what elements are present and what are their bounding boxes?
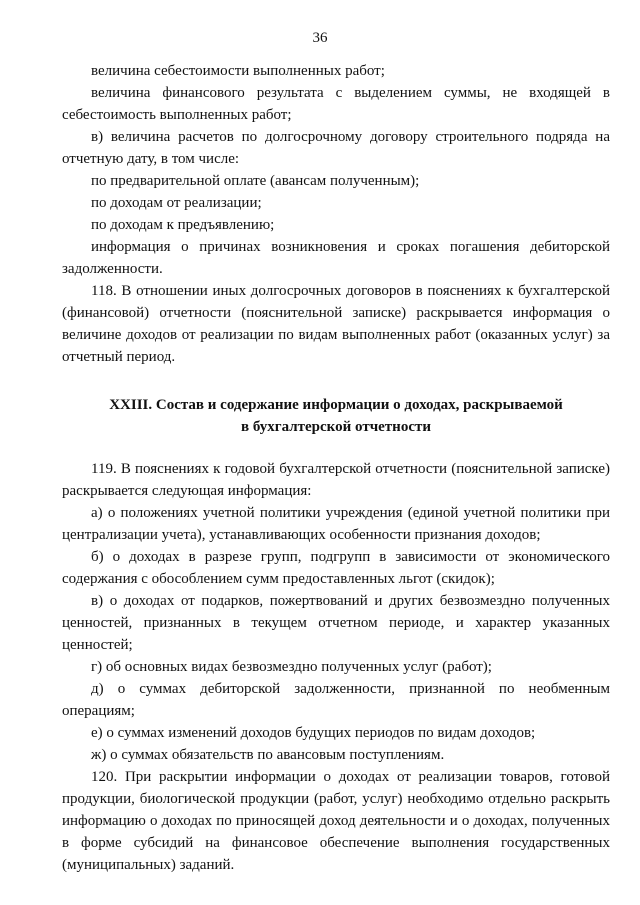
paragraph: в) о доходах от подарков, пожертвований и других безвозмездно полученных ценностей, признанных в текущем отчетном периоде, и характер указанных ценностей; — [62, 593, 610, 653]
paragraph: 119. В пояснениях к годовой бухгалтерской отчетности (пояснительной записке) раскрывается следующая информация: — [62, 461, 610, 499]
paragraph: информация о причинах возникновения и сроках погашения дебиторской задолженности. — [62, 239, 610, 277]
paragraph: д) о суммах дебиторской задолженности, признанной по необменным операциям; — [62, 681, 610, 719]
document-body — [62, 60, 610, 876]
paragraph: по доходам от реализации; — [91, 195, 262, 211]
paragraph: 118. В отношении иных долгосрочных договоров в пояснениях к бухгалтерской (финансовой) отчетности (пояснительной записке) раскрывается информация о величине доходов от реализации по видам выполненных работ (оказанных услуг) за отчетный период. — [62, 283, 610, 365]
paragraph: величина себестоимости выполненных работ; — [91, 63, 385, 79]
page-number: 36 — [312, 30, 328, 46]
paragraph: а) о положениях учетной политики учреждения (единой учетной политики при централизации учета), устанавливающих особенности признания доходов; — [62, 505, 610, 543]
paragraph: г) об основных видах безвозмездно полученных услуг (работ); — [91, 659, 492, 675]
paragraph: б) о доходах в разрезе групп, подгрупп в зависимости от экономического содержания с обособлением сумм предоставленных льгот (скидок); — [62, 549, 610, 587]
paragraph: 120. При раскрытии информации о доходах от реализации товаров, готовой продукции, биологической продукции (работ, услуг) необходимо отдельно раскрыть информацию о доходах по приносящей доход деятельности и о доходах, полученных в форме субсидий на финансовое обеспечение выполнения государственных (муниципальных) заданий. — [62, 769, 610, 873]
paragraph: ж) о суммах обязательств по авансовым поступлениям. — [91, 747, 445, 763]
paragraph: в) величина расчетов по долгосрочному договору строительного подряда на отчетную дату, в том числе: — [62, 129, 610, 167]
paragraph: по предварительной оплате (авансам полученным); — [91, 173, 420, 189]
paragraph: е) о суммах изменений доходов будущих периодов по видам доходов; — [91, 725, 536, 741]
paragraph: по доходам к предъявлению; — [91, 217, 275, 233]
paragraph: величина финансового результата с выделением суммы, не входящей в себестоимость выполненных работ; — [62, 85, 610, 123]
section-heading — [62, 394, 610, 438]
section-heading-line: в бухгалтерской отчетности — [241, 419, 431, 435]
section-heading-line: XXIII. Состав и содержание информации о доходах, раскрываемой — [109, 397, 563, 413]
